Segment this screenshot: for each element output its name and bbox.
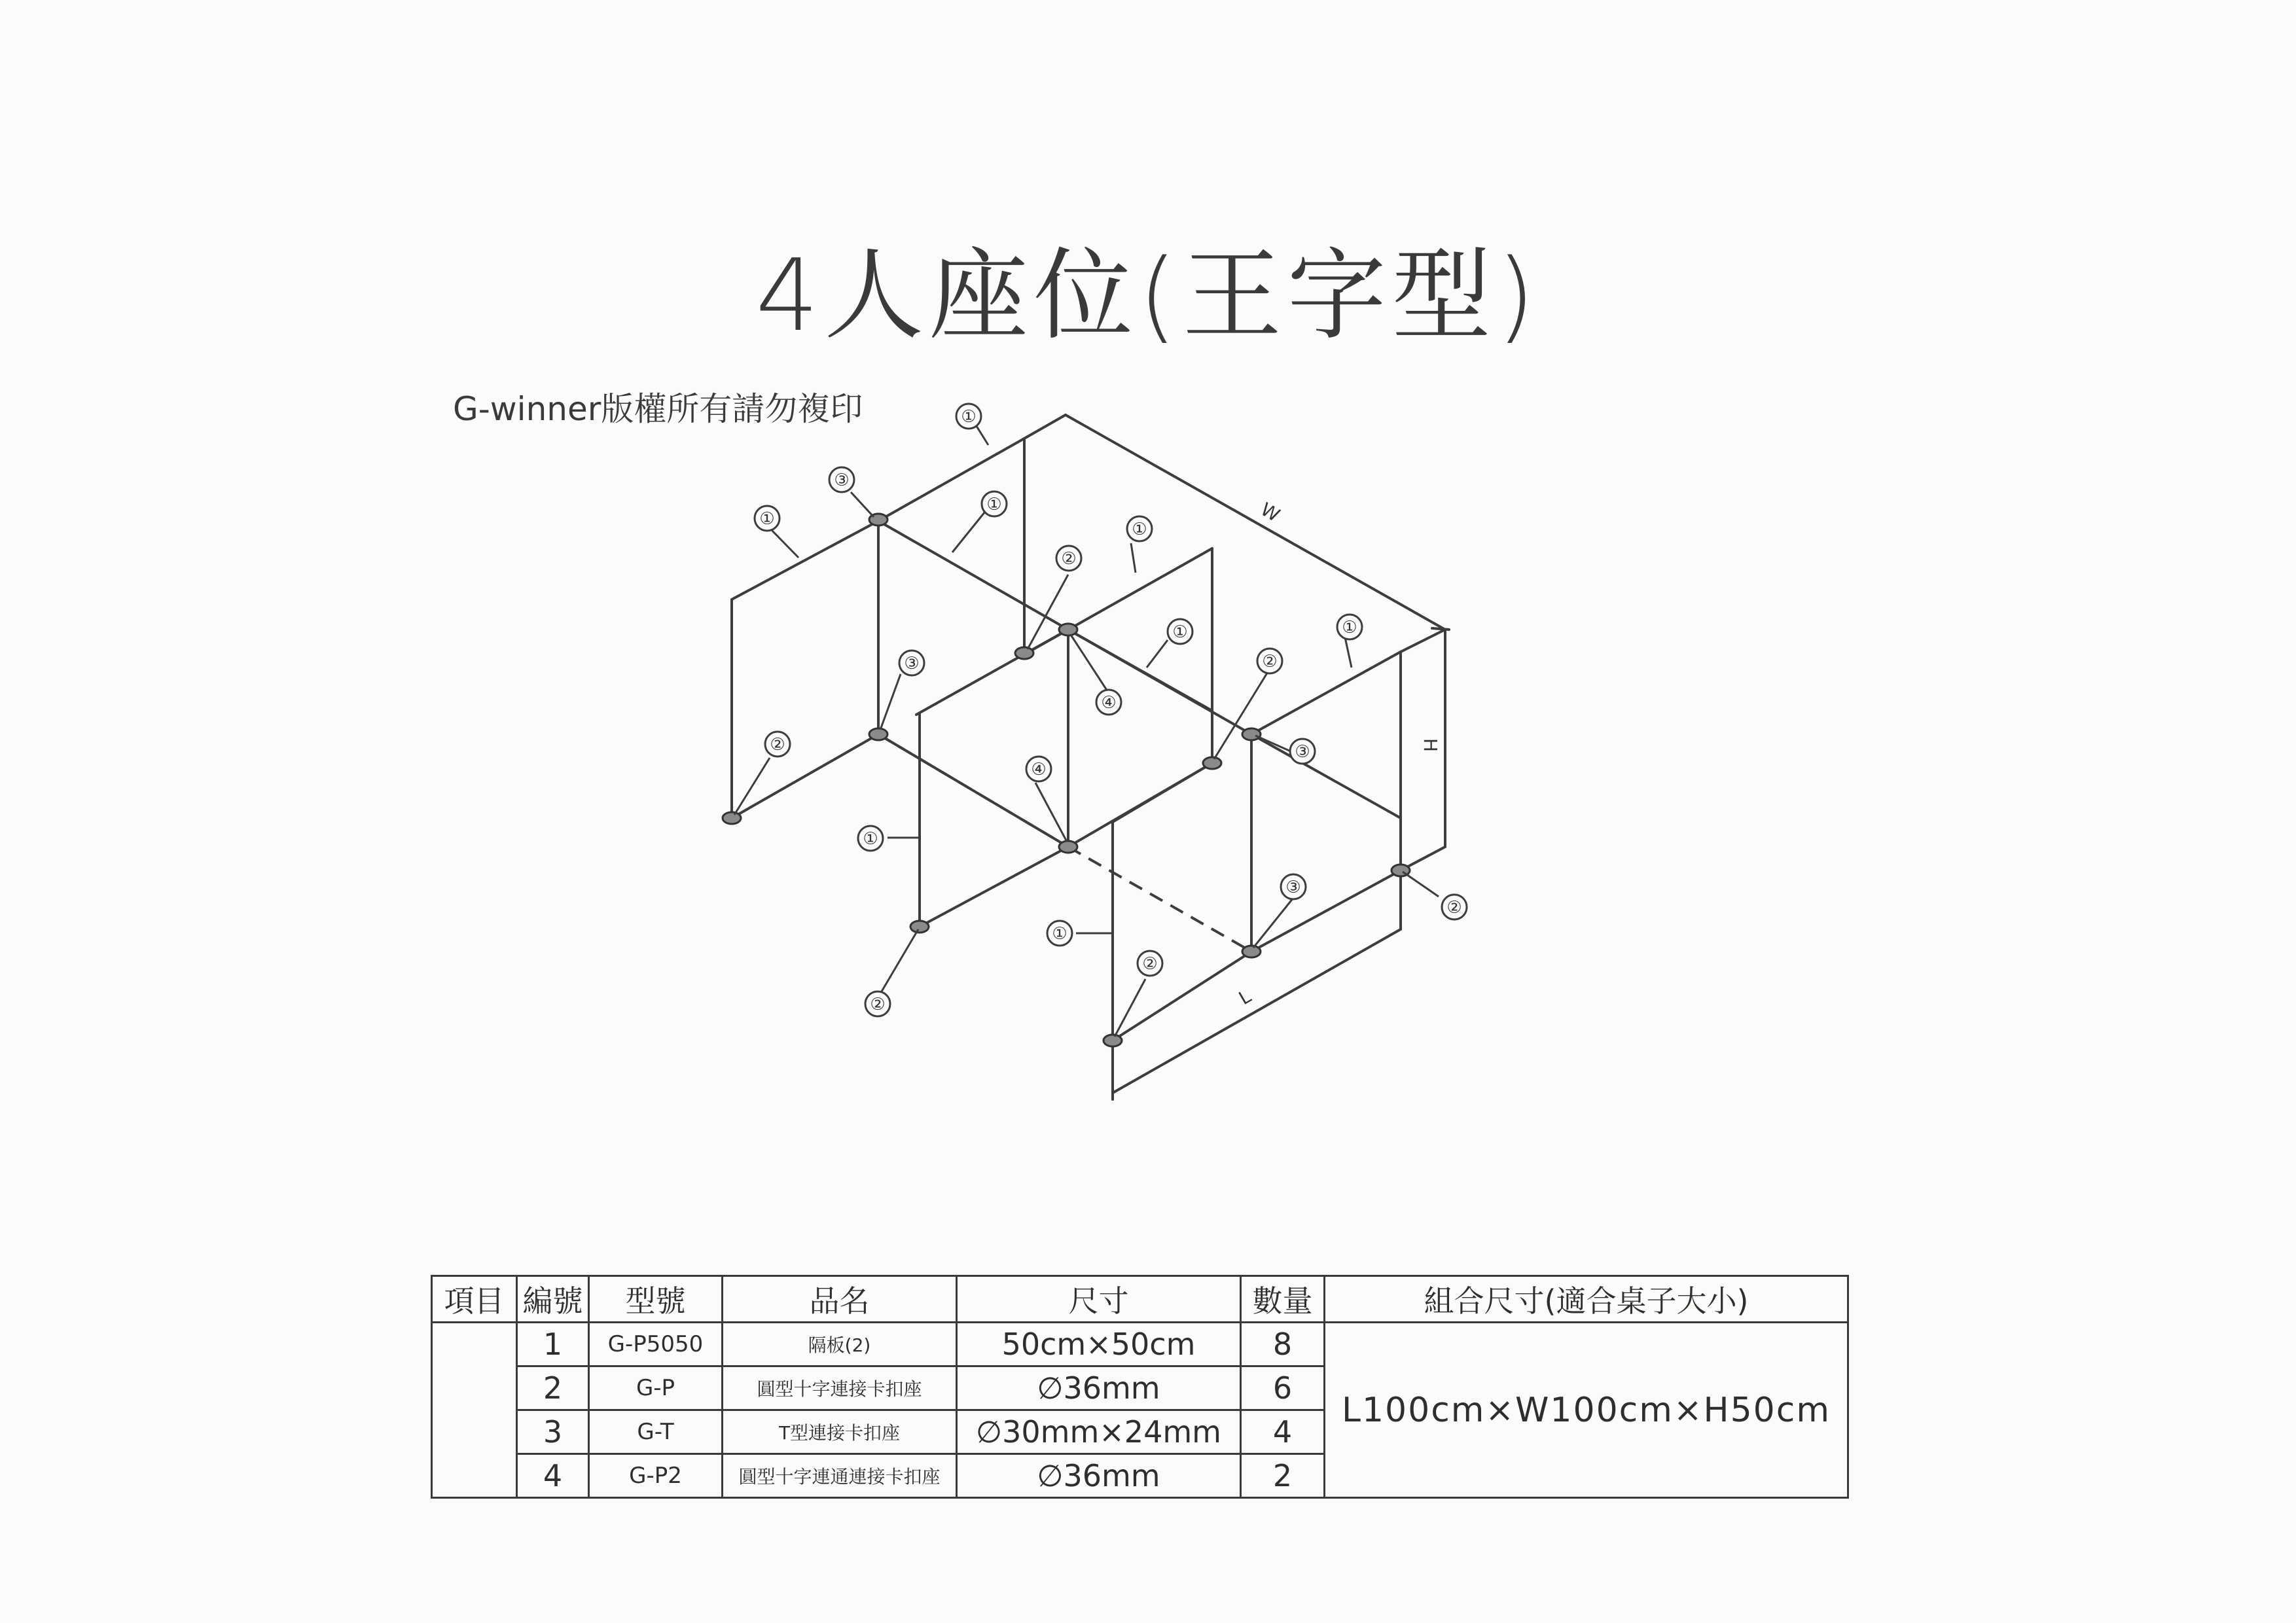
number-cell: 2: [517, 1366, 589, 1410]
product-name-cell: 圓型十字連通連接卡扣座: [723, 1454, 957, 1498]
callout-1: ①: [1172, 622, 1188, 642]
dimension-l-label: L: [1235, 985, 1255, 1010]
callout-2: ②: [1061, 549, 1077, 569]
callout-1: ①: [986, 495, 1002, 514]
callout-1: ①: [961, 407, 977, 427]
table-row: [432, 1323, 1848, 1366]
model-cell: G-P2: [589, 1454, 723, 1498]
table-header-row: [432, 1276, 1848, 1323]
page-title: 4人座位(王字型): [755, 238, 1541, 353]
number-cell: 3: [517, 1410, 589, 1454]
size-cell: ∅36mm: [957, 1454, 1241, 1498]
item-cell: [432, 1323, 517, 1498]
size-cell: 50cm×50cm: [957, 1323, 1241, 1366]
callout-2: ②: [1262, 652, 1278, 671]
product-name-cell: 隔板(2): [723, 1323, 957, 1366]
number-cell: 1: [517, 1323, 589, 1366]
connectors: [723, 514, 1410, 1046]
header-item: 項目: [432, 1276, 517, 1323]
header-size: 尺寸: [957, 1276, 1241, 1323]
combined-size-cell: L100cm×W100cm×H50cm: [1325, 1323, 1848, 1498]
callout-labels: [759, 407, 1462, 1014]
size-cell: ∅36mm: [957, 1366, 1241, 1410]
header-product-name: 品名: [723, 1276, 957, 1323]
number-cell: 4: [517, 1454, 589, 1498]
callout-leaders: [734, 424, 1439, 1037]
quantity-cell: 2: [1241, 1454, 1325, 1498]
quantity-cell: 8: [1241, 1323, 1325, 1366]
model-cell: G-P5050: [589, 1323, 723, 1366]
header-combined-size: 組合尺寸(適合桌子大小): [1325, 1276, 1848, 1323]
parts-table: [431, 1275, 1849, 1499]
callout-1: ①: [1052, 924, 1067, 944]
callout-1: ①: [863, 829, 878, 849]
product-name-cell: 圓型十字連接卡扣座: [723, 1366, 957, 1410]
quantity-cell: 4: [1241, 1410, 1325, 1454]
panel-edges: [732, 415, 1449, 1099]
header-number: 編號: [517, 1276, 589, 1323]
callout-2: ②: [1446, 898, 1462, 918]
copyright-notice: G-winner版權所有請勿複印: [453, 390, 863, 428]
callout-1: ①: [759, 509, 775, 529]
callout-3: ③: [1285, 878, 1301, 897]
quantity-cell: 6: [1241, 1366, 1325, 1410]
product-name-cell: T型連接卡扣座: [723, 1410, 957, 1454]
callout-1: ①: [1132, 520, 1147, 539]
size-cell: ∅30mm×24mm: [957, 1410, 1241, 1454]
callout-2: ②: [870, 995, 886, 1014]
dimension-w-label: W: [1257, 498, 1283, 526]
callout-3: ③: [1295, 742, 1310, 762]
callout-2: ②: [770, 735, 785, 755]
callout-1: ①: [1342, 618, 1357, 637]
dimension-h-label: H: [1420, 738, 1441, 753]
header-quantity: 數量: [1241, 1276, 1325, 1323]
callout-2: ②: [1142, 954, 1158, 974]
callout-4: ④: [1101, 693, 1117, 713]
callout-3: ③: [834, 471, 850, 490]
model-cell: G-P: [589, 1366, 723, 1410]
model-cell: G-T: [589, 1410, 723, 1454]
callout-4: ④: [1031, 760, 1047, 779]
callout-3: ③: [904, 654, 920, 673]
header-model: 型號: [589, 1276, 723, 1323]
